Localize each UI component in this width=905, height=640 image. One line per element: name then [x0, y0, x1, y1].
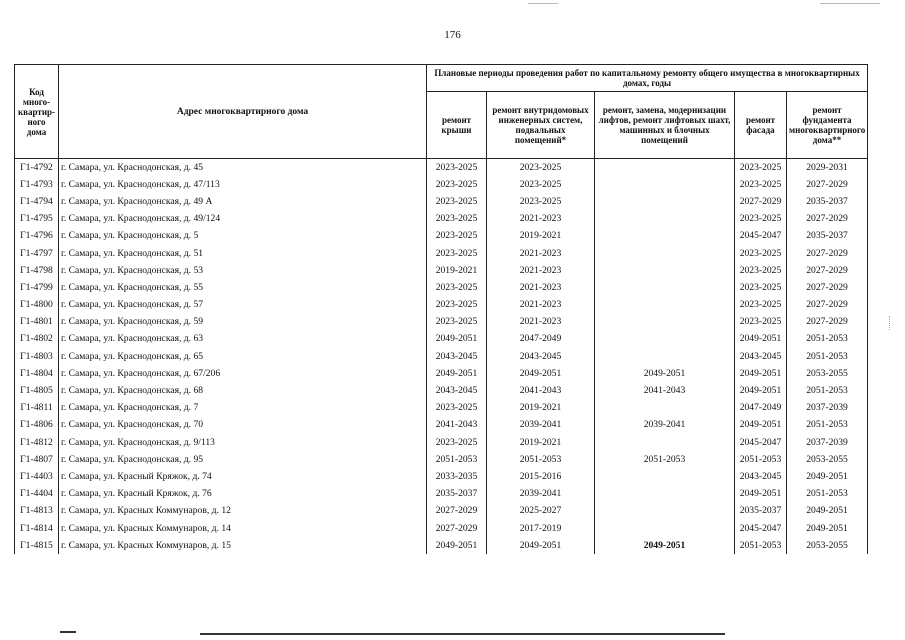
table-row: [15, 331, 868, 348]
row-systems: 2023-2025: [487, 176, 595, 193]
row-foundation: 2027-2029: [787, 211, 868, 228]
row-address: г. Самара, ул. Краснодонская, д. 49 А: [59, 193, 427, 210]
row-code: Г1-4811: [15, 400, 59, 417]
row-address: г. Самара, ул. Краснодонская, д. 49/124: [59, 211, 427, 228]
row-foundation: 2051-2053: [787, 348, 868, 365]
repair-schedule-table: [14, 64, 868, 554]
row-code: Г1-4815: [15, 537, 59, 554]
row-facade: 2051-2053: [735, 537, 787, 554]
row-roof: 2041-2043: [427, 417, 487, 434]
header-systems: ремонт внутридомовых инженерных систем, подвальных помещений*: [487, 92, 595, 159]
row-address: г. Самара, ул. Красный Кряжок, д. 74: [59, 468, 427, 485]
row-facade: 2051-2053: [735, 451, 787, 468]
row-foundation: 2029-2031: [787, 159, 868, 177]
row-facade: 2043-2045: [735, 468, 787, 485]
row-code: Г1-4802: [15, 331, 59, 348]
row-facade: 2047-2049: [735, 400, 787, 417]
row-systems: 2021-2023: [487, 297, 595, 314]
row-facade: 2049-2051: [735, 486, 787, 503]
row-facade: 2023-2025: [735, 314, 787, 331]
row-facade: 2049-2051: [735, 417, 787, 434]
row-systems: 2025-2027: [487, 503, 595, 520]
row-address: г. Самара, ул. Краснодонская, д. 55: [59, 279, 427, 296]
row-code: Г1-4807: [15, 451, 59, 468]
footer-rule-short: [60, 631, 76, 633]
row-systems: 2047-2049: [487, 331, 595, 348]
table-row: [15, 520, 868, 537]
table-row: [15, 262, 868, 279]
row-systems: 2049-2051: [487, 537, 595, 554]
row-lifts: [595, 193, 735, 210]
table-row: [15, 297, 868, 314]
header-address: Адрес многоквартирного дома: [59, 65, 427, 159]
row-roof: 2023-2025: [427, 279, 487, 296]
row-lifts: [595, 228, 735, 245]
row-lifts: [595, 297, 735, 314]
row-roof: 2043-2045: [427, 348, 487, 365]
row-facade: 2049-2051: [735, 382, 787, 399]
row-foundation: 2027-2029: [787, 297, 868, 314]
row-facade: 2045-2047: [735, 228, 787, 245]
row-address: г. Самара, ул. Краснодонская, д. 63: [59, 331, 427, 348]
row-address: г. Самара, ул. Краснодонская, д. 9/113: [59, 434, 427, 451]
row-roof: 2049-2051: [427, 331, 487, 348]
row-foundation: 2037-2039: [787, 400, 868, 417]
row-lifts: 2041-2043: [595, 382, 735, 399]
row-code: Г1-4813: [15, 503, 59, 520]
row-systems: 2019-2021: [487, 400, 595, 417]
row-foundation: 2053-2055: [787, 451, 868, 468]
row-facade: 2023-2025: [735, 159, 787, 177]
row-roof: 2023-2025: [427, 228, 487, 245]
table-row: [15, 348, 868, 365]
row-foundation: 2049-2051: [787, 503, 868, 520]
row-facade: 2045-2047: [735, 520, 787, 537]
row-foundation: 2051-2053: [787, 382, 868, 399]
row-lifts: [595, 176, 735, 193]
row-systems: 2015-2016: [487, 468, 595, 485]
scan-artifact-top: [520, 0, 900, 8]
row-code: Г1-4806: [15, 417, 59, 434]
row-lifts: [595, 279, 735, 296]
row-systems: 2043-2045: [487, 348, 595, 365]
row-lifts: [595, 314, 735, 331]
row-address: г. Самара, ул. Краснодонская, д. 95: [59, 451, 427, 468]
row-code: Г1-4799: [15, 279, 59, 296]
row-lifts: [595, 520, 735, 537]
row-foundation: 2051-2053: [787, 331, 868, 348]
row-lifts: [595, 468, 735, 485]
row-roof: 2043-2045: [427, 382, 487, 399]
header-facade: ремонт фасада: [735, 92, 787, 159]
row-address: г. Самара, ул. Краснодонская, д. 7: [59, 400, 427, 417]
row-roof: 2023-2025: [427, 159, 487, 177]
row-lifts: 2039-2041: [595, 417, 735, 434]
row-facade: 2023-2025: [735, 297, 787, 314]
row-facade: 2023-2025: [735, 262, 787, 279]
table-row: [15, 434, 868, 451]
row-roof: 2023-2025: [427, 176, 487, 193]
row-address: г. Самара, ул. Краснодонская, д. 51: [59, 245, 427, 262]
header-lifts: ремонт, замена, модернизации лифтов, ремонт лифтовых шахт, машинных и блочных помещений: [595, 92, 735, 159]
row-roof: 2023-2025: [427, 193, 487, 210]
row-systems: 2019-2021: [487, 434, 595, 451]
row-address: г. Самара, ул. Красный Кряжок, д. 76: [59, 486, 427, 503]
row-lifts: [595, 262, 735, 279]
row-facade: 2049-2051: [735, 331, 787, 348]
table-row: [15, 451, 868, 468]
row-code: Г1-4814: [15, 520, 59, 537]
row-lifts: [595, 503, 735, 520]
row-facade: 2045-2047: [735, 434, 787, 451]
row-facade: 2049-2051: [735, 365, 787, 382]
table-row: [15, 400, 868, 417]
header-roof: ремонт крыши: [427, 92, 487, 159]
row-systems: 2041-2043: [487, 382, 595, 399]
row-address: г. Самара, ул. Краснодонская, д. 57: [59, 297, 427, 314]
header-code: Код много-квартир-ного дома: [15, 65, 59, 159]
row-facade: 2035-2037: [735, 503, 787, 520]
row-systems: 2049-2051: [487, 365, 595, 382]
row-foundation: 2053-2055: [787, 537, 868, 554]
table-row: [15, 314, 868, 331]
row-code: Г1-4805: [15, 382, 59, 399]
footer-rule-long: [200, 633, 725, 635]
table-row: [15, 468, 868, 485]
row-code: Г1-4801: [15, 314, 59, 331]
row-address: г. Самара, ул. Краснодонская, д. 68: [59, 382, 427, 399]
row-systems: 2023-2025: [487, 159, 595, 177]
header-group: Плановые периоды проведения работ по капитальному ремонту общего имущества в многоквартирных домах, годы: [427, 65, 868, 92]
row-lifts: [595, 159, 735, 177]
row-lifts: [595, 331, 735, 348]
row-code: Г1-4798: [15, 262, 59, 279]
row-code: Г1-4800: [15, 297, 59, 314]
row-facade: 2023-2025: [735, 176, 787, 193]
row-roof: 2023-2025: [427, 434, 487, 451]
table-row: [15, 279, 868, 296]
row-address: г. Самара, ул. Красных Коммунаров, д. 14: [59, 520, 427, 537]
row-roof: 2035-2037: [427, 486, 487, 503]
table-row: [15, 159, 868, 177]
row-foundation: 2049-2051: [787, 520, 868, 537]
row-systems: 2023-2025: [487, 193, 595, 210]
row-code: Г1-4792: [15, 159, 59, 177]
row-lifts: 2049-2051: [595, 365, 735, 382]
table-row: [15, 365, 868, 382]
row-code: Г1-4796: [15, 228, 59, 245]
row-code: Г1-4797: [15, 245, 59, 262]
row-address: г. Самара, ул. Краснодонская, д. 5: [59, 228, 427, 245]
row-code: Г1-4812: [15, 434, 59, 451]
row-address: г. Самара, ул. Красных Коммунаров, д. 12: [59, 503, 427, 520]
row-systems: 2017-2019: [487, 520, 595, 537]
row-roof: 2051-2053: [427, 451, 487, 468]
row-address: г. Самара, ул. Красных Коммунаров, д. 15: [59, 537, 427, 554]
row-lifts: [595, 348, 735, 365]
row-roof: 2027-2029: [427, 520, 487, 537]
table-row: [15, 211, 868, 228]
row-systems: 2051-2053: [487, 451, 595, 468]
table-row: [15, 503, 868, 520]
row-roof: 2027-2029: [427, 503, 487, 520]
row-systems: 2021-2023: [487, 211, 595, 228]
row-foundation: 2051-2053: [787, 417, 868, 434]
table-row: [15, 245, 868, 262]
row-roof: 2049-2051: [427, 365, 487, 382]
scan-artifact-side: [889, 316, 893, 330]
row-roof: 2023-2025: [427, 314, 487, 331]
row-lifts: 2051-2053: [595, 451, 735, 468]
header-foundation: ремонт фундамента многоквартирного дома**: [787, 92, 868, 159]
row-code: Г1-4803: [15, 348, 59, 365]
row-foundation: 2027-2029: [787, 245, 868, 262]
row-foundation: 2049-2051: [787, 468, 868, 485]
row-address: г. Самара, ул. Краснодонская, д. 45: [59, 159, 427, 177]
row-systems: 2039-2041: [487, 417, 595, 434]
row-foundation: 2027-2029: [787, 176, 868, 193]
row-address: г. Самара, ул. Краснодонская, д. 53: [59, 262, 427, 279]
table-body: [15, 159, 868, 555]
row-lifts: [595, 434, 735, 451]
row-systems: 2021-2023: [487, 262, 595, 279]
row-systems: 2019-2021: [487, 228, 595, 245]
row-foundation: 2051-2053: [787, 486, 868, 503]
table-row: [15, 176, 868, 193]
row-systems: 2021-2023: [487, 279, 595, 296]
row-code: Г1-4403: [15, 468, 59, 485]
row-code: Г1-4404: [15, 486, 59, 503]
row-foundation: 2027-2029: [787, 262, 868, 279]
row-code: Г1-4793: [15, 176, 59, 193]
row-lifts: 2049-2051: [595, 537, 735, 554]
row-facade: 2023-2025: [735, 245, 787, 262]
row-facade: 2023-2025: [735, 211, 787, 228]
row-code: Г1-4804: [15, 365, 59, 382]
table-row: [15, 382, 868, 399]
row-roof: 2023-2025: [427, 245, 487, 262]
row-foundation: 2035-2037: [787, 193, 868, 210]
row-facade: 2023-2025: [735, 279, 787, 296]
row-foundation: 2037-2039: [787, 434, 868, 451]
row-foundation: 2053-2055: [787, 365, 868, 382]
row-facade: 2043-2045: [735, 348, 787, 365]
table-row: [15, 486, 868, 503]
row-code: Г1-4795: [15, 211, 59, 228]
row-lifts: [595, 245, 735, 262]
row-lifts: [595, 400, 735, 417]
row-systems: 2021-2023: [487, 314, 595, 331]
row-foundation: 2035-2037: [787, 228, 868, 245]
table-row: [15, 228, 868, 245]
row-address: г. Самара, ул. Краснодонская, д. 47/113: [59, 176, 427, 193]
table-row: [15, 417, 868, 434]
row-systems: 2021-2023: [487, 245, 595, 262]
row-lifts: [595, 211, 735, 228]
row-roof: 2023-2025: [427, 297, 487, 314]
page-number: 176: [444, 29, 461, 41]
row-facade: 2027-2029: [735, 193, 787, 210]
row-address: г. Самара, ул. Краснодонская, д. 70: [59, 417, 427, 434]
row-foundation: 2027-2029: [787, 314, 868, 331]
table-row: [15, 537, 868, 554]
row-address: г. Самара, ул. Краснодонская, д. 65: [59, 348, 427, 365]
row-roof: 2019-2021: [427, 262, 487, 279]
row-foundation: 2027-2029: [787, 279, 868, 296]
table-row: [15, 193, 868, 210]
row-code: Г1-4794: [15, 193, 59, 210]
row-roof: 2049-2051: [427, 537, 487, 554]
row-roof: 2023-2025: [427, 211, 487, 228]
row-systems: 2039-2041: [487, 486, 595, 503]
row-roof: 2033-2035: [427, 468, 487, 485]
row-roof: 2023-2025: [427, 400, 487, 417]
row-lifts: [595, 486, 735, 503]
row-address: г. Самара, ул. Краснодонская, д. 59: [59, 314, 427, 331]
row-address: г. Самара, ул. Краснодонская, д. 67/206: [59, 365, 427, 382]
